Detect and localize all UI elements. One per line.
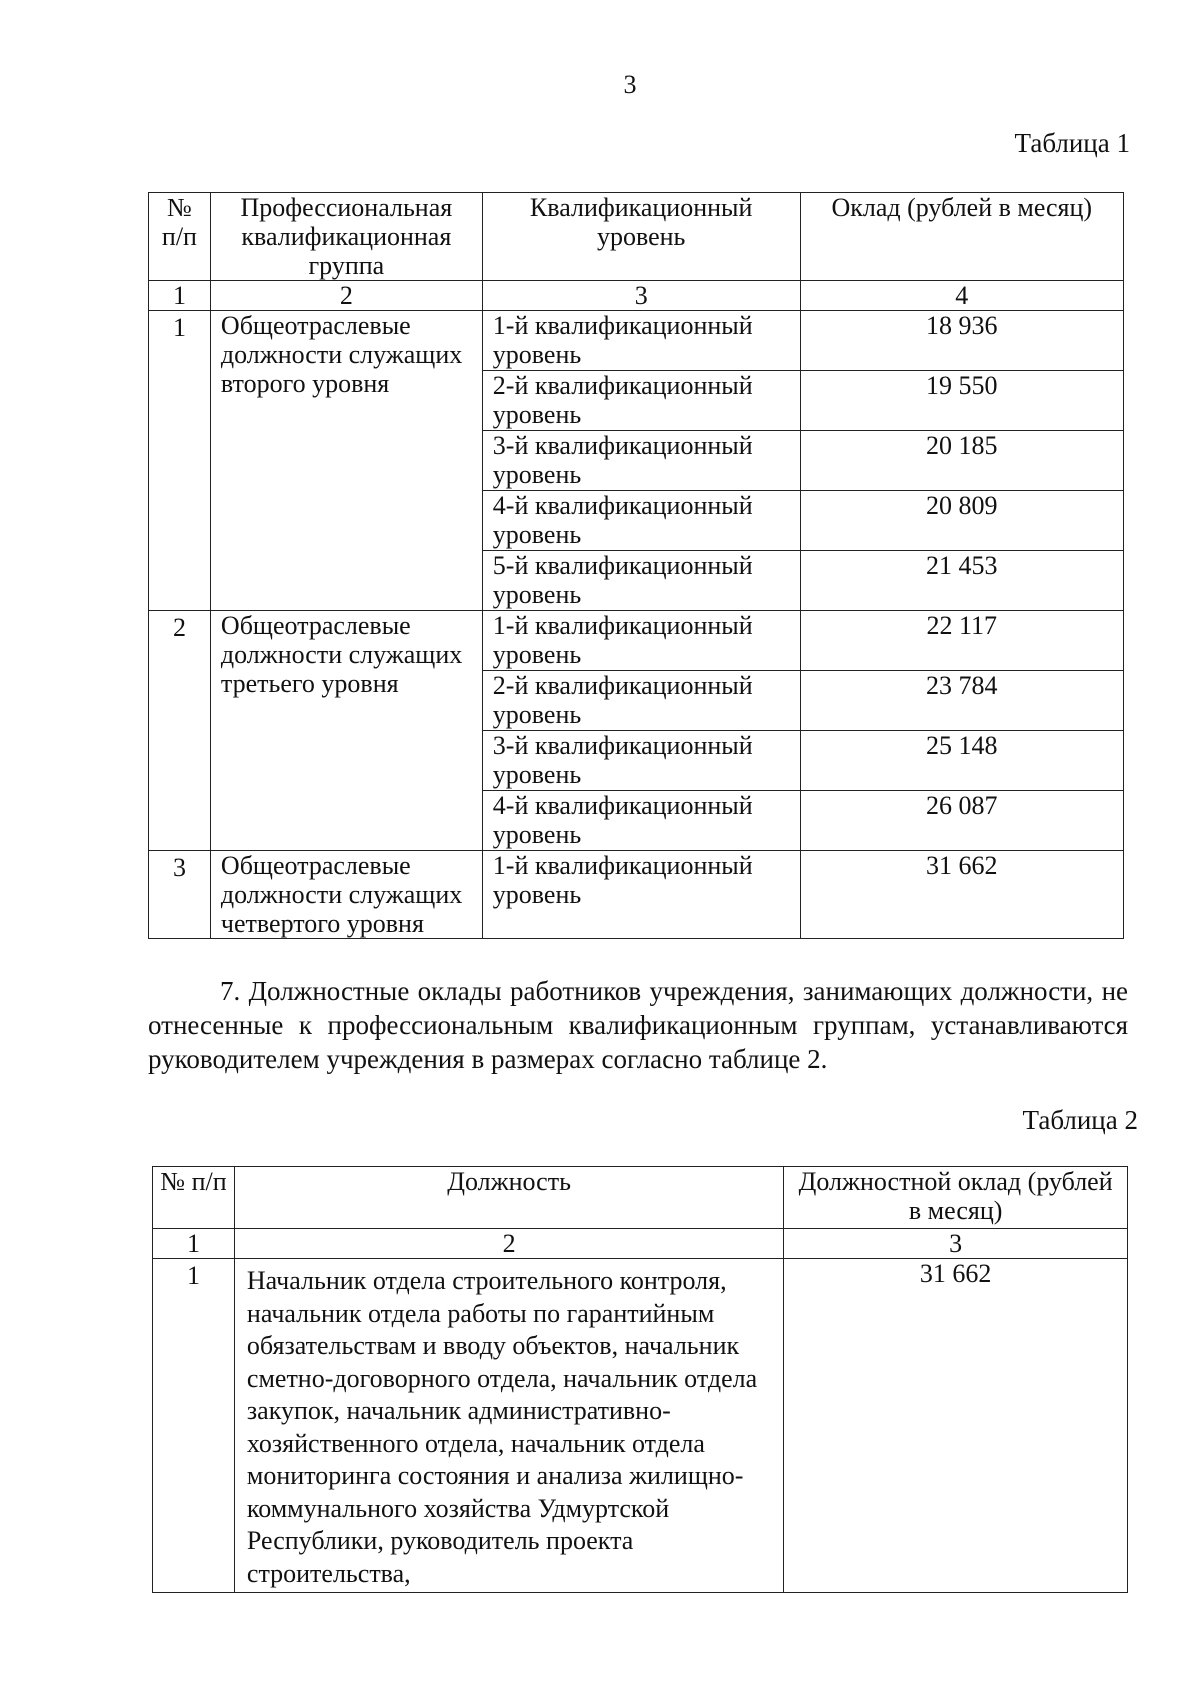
column-number: 4	[800, 281, 1123, 311]
salary-cell: 19 550	[800, 371, 1123, 431]
salary-cell: 22 117	[800, 611, 1123, 671]
table-2	[152, 1166, 1128, 1593]
column-number: 1	[153, 1229, 235, 1259]
paragraph-7: 7. Должностные оклады работников учреждения, занимающих должности, не отнесенные к профессиональным квалификационным группам, устанавливаются руководителем учреждения в размерах согласно таблице 2.	[148, 976, 1128, 1074]
group-name: Общеотраслевые должности служащих четвертого уровня	[210, 851, 482, 939]
level-cell: 2-й квалификационный уровень	[482, 671, 800, 731]
header-salary: Должностной оклад (рублей в месяц)	[784, 1167, 1128, 1229]
column-number-row	[149, 281, 1124, 311]
salary-cell: 31 662	[784, 1259, 1128, 1593]
level-cell: 1-й квалификационный уровень	[482, 611, 800, 671]
salary-cell: 26 087	[800, 791, 1123, 851]
column-number: 2	[234, 1229, 783, 1259]
group-name: Общеотраслевые должности служащих второго уровня	[210, 311, 482, 611]
header-num: № п/п	[149, 193, 211, 281]
header-level: Квалификационный уровень	[482, 193, 800, 281]
table-header-row	[149, 193, 1124, 281]
salary-cell: 23 784	[800, 671, 1123, 731]
level-cell: 5-й квалификационный уровень	[482, 551, 800, 611]
level-cell: 1-й квалификационный уровень	[482, 311, 800, 371]
column-number: 1	[149, 281, 211, 311]
column-number: 3	[482, 281, 800, 311]
level-cell: 1-й квалификационный уровень	[482, 851, 800, 939]
group-number: 2	[149, 611, 211, 851]
table-header-row	[153, 1167, 1128, 1229]
group-number: 3	[149, 851, 211, 939]
position-cell: Начальник отдела строительного контроля, начальник отдела работы по гарантийным обязательствам и вводу объектов, начальник сметно-договорного отдела, начальник отдела закупок, начальник административно-хозяйственного отдела, начальник отдела мониторинга состояния и анализа жилищно-коммунального хозяйства Удмуртской Республики, руководитель проекта строительства,	[234, 1259, 783, 1593]
table-1	[148, 192, 1124, 939]
salary-cell: 18 936	[800, 311, 1123, 371]
salary-cell: 25 148	[800, 731, 1123, 791]
level-cell: 4-й квалификационный уровень	[482, 791, 800, 851]
page-number: 3	[623, 70, 637, 99]
header-position: Должность	[234, 1167, 783, 1229]
column-number: 2	[210, 281, 482, 311]
table-row	[149, 611, 1124, 671]
group-name: Общеотраслевые должности служащих третьего уровня	[210, 611, 482, 851]
row-number: 1	[153, 1259, 235, 1593]
table-1-caption: Таблица 1	[1014, 128, 1130, 158]
header-salary: Оклад (рублей в месяц)	[800, 193, 1123, 281]
level-cell: 3-й квалификационный уровень	[482, 431, 800, 491]
salary-cell: 31 662	[800, 851, 1123, 939]
column-number: 3	[784, 1229, 1128, 1259]
column-number-row	[153, 1229, 1128, 1259]
table-row	[149, 851, 1124, 939]
group-number: 1	[149, 311, 211, 611]
salary-cell: 20 185	[800, 431, 1123, 491]
salary-cell: 21 453	[800, 551, 1123, 611]
level-cell: 3-й квалификационный уровень	[482, 731, 800, 791]
header-group: Профессиональная квалификационная группа	[210, 193, 482, 281]
header-num: № п/п	[153, 1167, 235, 1229]
table-2-caption: Таблица 2	[1022, 1105, 1138, 1135]
table-row	[153, 1259, 1128, 1593]
table-row	[149, 311, 1124, 371]
salary-cell: 20 809	[800, 491, 1123, 551]
level-cell: 4-й квалификационный уровень	[482, 491, 800, 551]
level-cell: 2-й квалификационный уровень	[482, 371, 800, 431]
